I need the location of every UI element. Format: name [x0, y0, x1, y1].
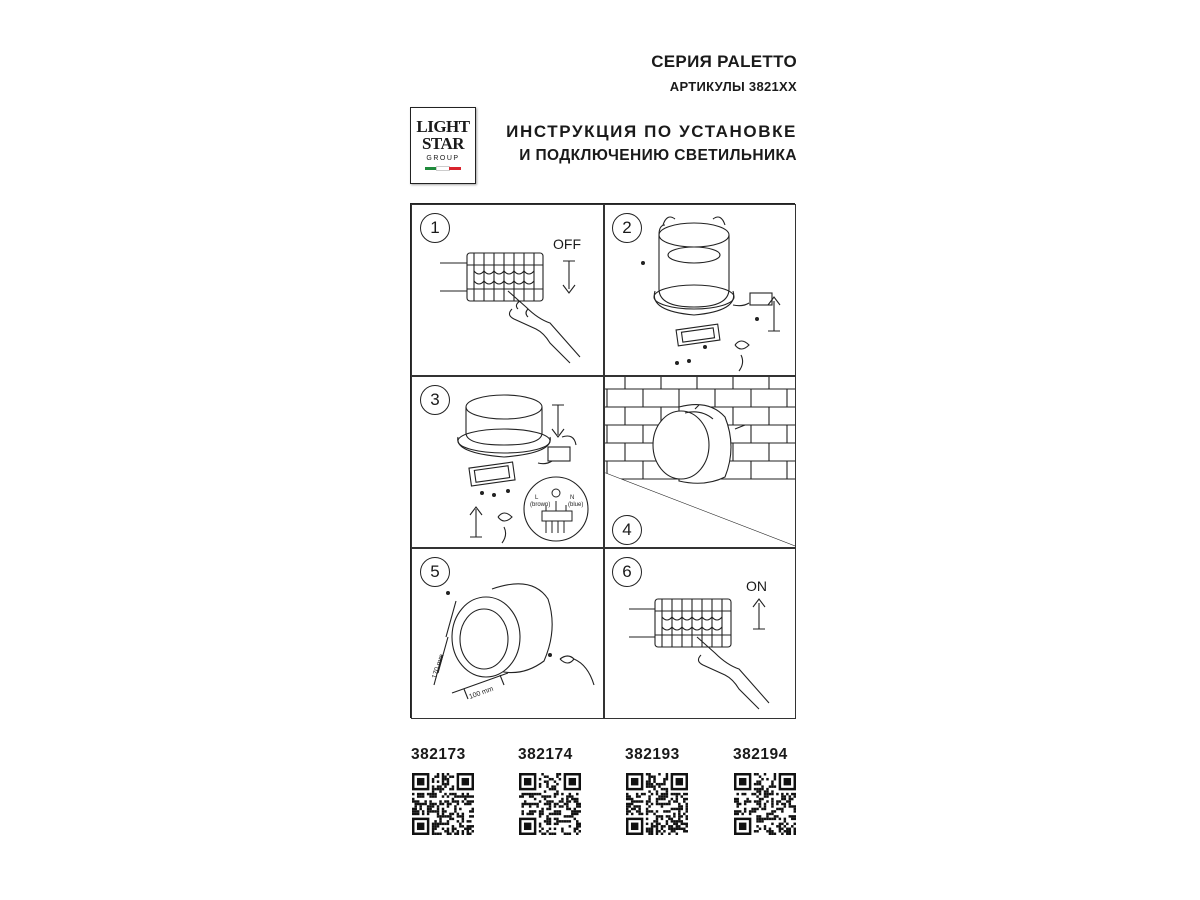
logo-text-group: GROUP — [426, 155, 460, 162]
step-number-4: 4 — [612, 515, 642, 545]
off-label: OFF — [553, 236, 581, 252]
italian-flag-stripe — [425, 167, 461, 170]
flag-white — [437, 167, 449, 170]
lightstar-logo — [410, 107, 476, 184]
step-panel-2 — [604, 204, 796, 376]
step-panel-6 — [604, 548, 796, 719]
step-panel-3 — [411, 376, 604, 548]
instruction-title-line2: И ПОДКЛЮЧЕНИЮ СВЕТИЛЬНИКА — [519, 147, 797, 164]
flag-red — [449, 167, 461, 170]
step-number-1: 1 — [420, 213, 450, 243]
step-number-5: 5 — [420, 557, 450, 587]
height-dimension-label: 170 mm — [431, 653, 446, 680]
model-code-382174: 382174 — [518, 746, 573, 763]
step-panel-5 — [411, 548, 604, 719]
model-code-382194: 382194 — [733, 746, 788, 763]
qr-code-icon[interactable] — [626, 773, 688, 835]
wire-n-label: N — [570, 495, 575, 501]
step-number-2: 2 — [612, 213, 642, 243]
wire-n-color: (blue) — [568, 502, 584, 508]
depth-dimension-label: 100 mm — [468, 685, 495, 701]
instruction-title-line1: ИНСТРУКЦИЯ ПО УСТАНОВКЕ — [506, 122, 797, 141]
flag-green — [425, 167, 437, 170]
step-panel-4 — [604, 376, 796, 548]
qr-code-icon[interactable] — [519, 773, 581, 835]
step-number-6: 6 — [612, 557, 642, 587]
logo-text-light: LIGHT — [416, 117, 470, 136]
model-code-382173: 382173 — [411, 746, 466, 763]
step-number-3: 3 — [420, 385, 450, 415]
on-label: ON — [746, 578, 767, 594]
wire-l-color: (brown) — [530, 502, 551, 508]
model-code-382193: 382193 — [625, 746, 680, 763]
step-panel-1 — [411, 204, 604, 376]
instruction-grid — [410, 203, 795, 718]
articles-title: АРТИКУЛЫ 3821XX — [669, 79, 797, 94]
qr-code-icon[interactable] — [734, 773, 796, 835]
ground-icon — [552, 489, 560, 497]
series-title: СЕРИЯ PALETTO — [651, 52, 797, 71]
wire-l-label: L — [535, 495, 539, 501]
logo-text-star: STAR — [421, 134, 465, 153]
qr-code-icon[interactable] — [412, 773, 474, 835]
